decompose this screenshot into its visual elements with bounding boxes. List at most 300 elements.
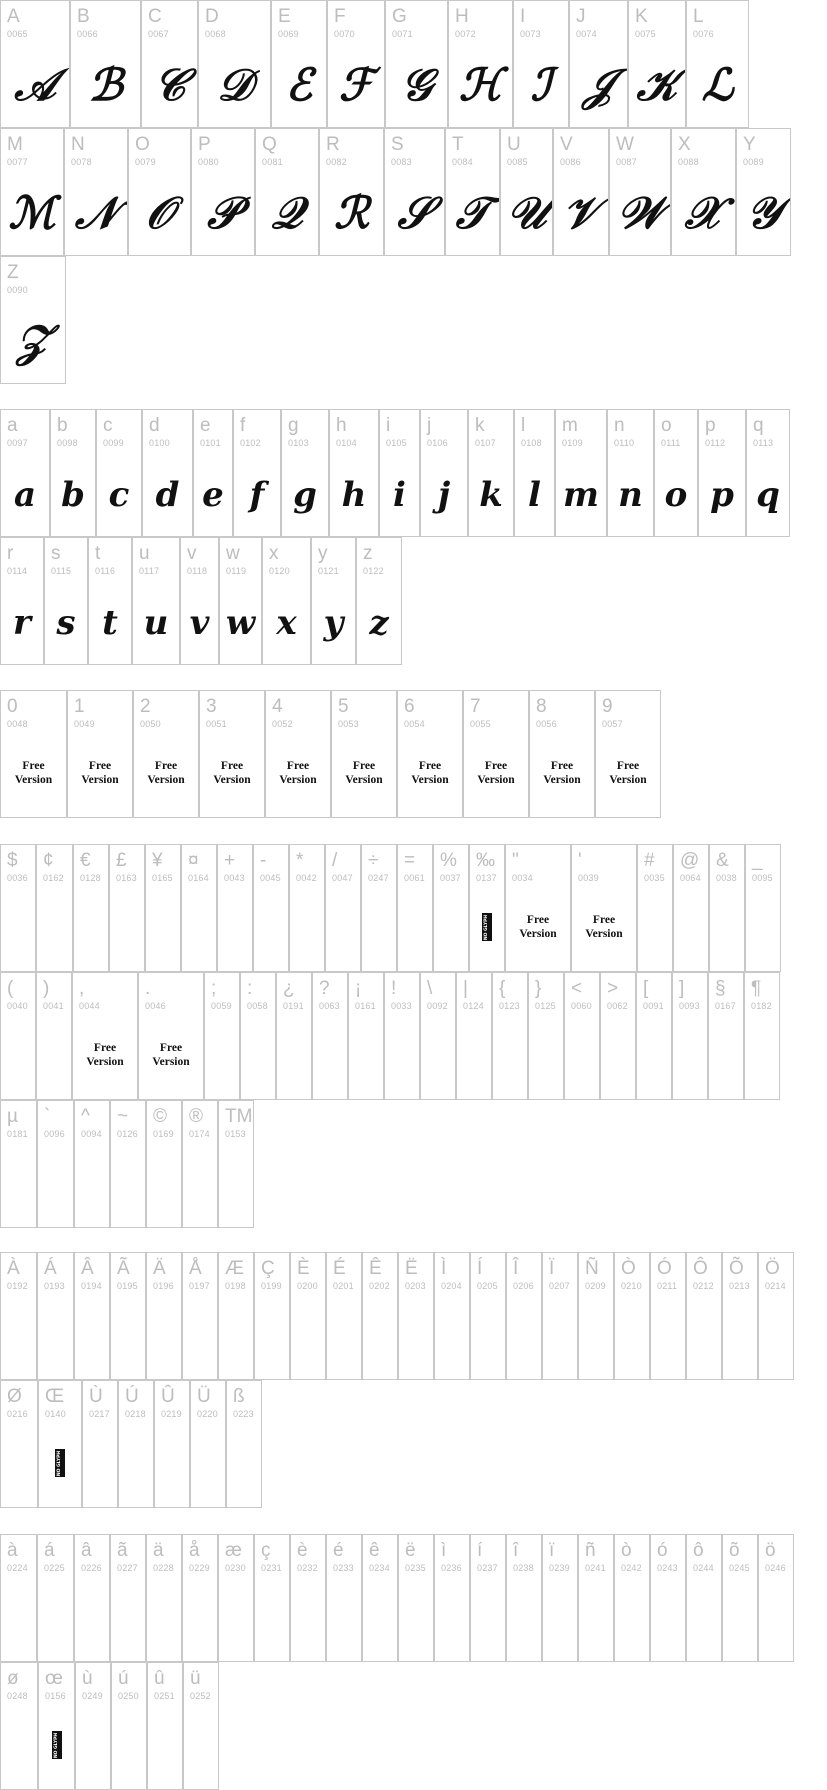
glyph-code-label: 0234 (369, 1563, 390, 1573)
glyph-cell (745, 844, 781, 972)
glyph-code-label: 0071 (392, 29, 413, 39)
glyph-cell (0, 1380, 38, 1508)
glyph-character-label: u (139, 543, 150, 564)
glyph-preview: b (61, 475, 85, 515)
glyph-preview: t (102, 603, 118, 643)
glyph-preview: 𝒴 (746, 188, 781, 239)
glyph-character-label: ì (441, 1540, 447, 1561)
glyph-character-label: ß (233, 1386, 245, 1407)
glyph-code-label: 0096 (44, 1129, 65, 1139)
glyph-character-label: j (427, 415, 432, 436)
glyph-preview: l (528, 475, 541, 515)
glyph-preview: u (143, 603, 169, 643)
glyph-character-label: I (520, 6, 526, 27)
glyph-character-label: Æ (225, 1258, 244, 1279)
glyph-character-label: Õ (729, 1258, 744, 1279)
glyph-character-label: Ú (125, 1386, 139, 1407)
glyph-cell (190, 1380, 226, 1508)
glyph-character-label: Á (44, 1258, 57, 1279)
glyph-cell (397, 690, 463, 818)
glyph-character-label: $ (7, 850, 18, 871)
glyph-code-label: 0163 (116, 873, 137, 883)
glyph-code-label: 0181 (7, 1129, 28, 1139)
glyph-code-label: 0227 (117, 1563, 138, 1573)
glyph-code-label: 0092 (427, 1001, 448, 1011)
glyph-cell (362, 1252, 398, 1380)
glyph-character-label: ? (319, 978, 330, 999)
glyph-character-label: t (95, 543, 101, 564)
glyph-cell (254, 1534, 290, 1662)
glyph-cell (146, 1252, 182, 1380)
glyph-character-label: è (297, 1540, 308, 1561)
glyph-character-label: Ü (197, 1386, 211, 1407)
free-version-label (200, 759, 264, 787)
glyph-character-label: 5 (338, 696, 349, 717)
glyph-code-label: 0224 (7, 1563, 28, 1573)
glyph-character-label: - (260, 850, 267, 871)
glyph-code-label: 0217 (89, 1409, 110, 1419)
glyph-code-label: 0194 (81, 1281, 102, 1291)
glyph-code-label: 0110 (614, 438, 635, 448)
glyph-preview: j (437, 475, 451, 515)
glyph-cell (628, 0, 686, 128)
glyph-cell (182, 1100, 218, 1228)
glyph-code-label: 0197 (189, 1281, 210, 1291)
glyph-cell (276, 972, 312, 1100)
glyph-character-label: à (7, 1540, 18, 1561)
glyph-character-label: Ã (117, 1258, 130, 1279)
glyph-cell (650, 1252, 686, 1380)
glyph-cell (331, 690, 397, 818)
glyph-cell (67, 690, 133, 818)
glyph-code-label: 0226 (81, 1563, 102, 1573)
glyph-code-label: 0079 (135, 157, 156, 167)
glyph-code-label: 0081 (262, 157, 283, 167)
glyph-character-label: Ç (261, 1258, 275, 1279)
glyph-character-label: 6 (404, 696, 415, 717)
glyph-character-label: Ó (657, 1258, 672, 1279)
glyph-character-label: 7 (470, 696, 481, 717)
glyph-character-label: K (635, 6, 648, 27)
glyph-character-label: A (7, 6, 20, 27)
glyph-cell (420, 972, 456, 1100)
glyph-code-label: 0069 (278, 29, 299, 39)
glyph-cell (529, 690, 595, 818)
glyph-cell (614, 1534, 650, 1662)
glyph-code-label: 0073 (520, 29, 541, 39)
glyph-character-label: Î (513, 1258, 519, 1279)
glyph-character-label: { (499, 978, 506, 999)
glyph-code-label: 0162 (43, 873, 64, 883)
glyph-preview: h (341, 475, 367, 515)
glyph-cell (686, 1252, 722, 1380)
glyph-code-label: 0114 (7, 566, 28, 576)
glyph-cell (183, 1662, 219, 1790)
glyph-cell (290, 1252, 326, 1380)
glyph-character-label: q (753, 415, 764, 436)
no-glyph-text: NO GLYPH (484, 914, 490, 940)
glyph-character-label: Ê (369, 1258, 382, 1279)
glyph-character-label: > (607, 978, 619, 999)
glyph-code-label: 0116 (95, 566, 116, 576)
glyph-code-label: 0203 (405, 1281, 426, 1291)
glyph-cell (82, 1380, 118, 1508)
glyph-character-label: 2 (140, 696, 151, 717)
glyph-character-label: ö (765, 1540, 776, 1561)
glyph-cell (146, 1100, 182, 1228)
glyph-code-label: 0058 (247, 1001, 268, 1011)
glyph-code-label: 0206 (513, 1281, 534, 1291)
glyph-cell (110, 1100, 146, 1228)
glyph-code-label: 0119 (226, 566, 247, 576)
glyph-code-label: 0209 (585, 1281, 606, 1291)
glyph-preview: o (664, 475, 688, 515)
free-version-line-1: Free (154, 760, 178, 772)
free-version-line-2: Version (213, 774, 251, 786)
glyph-cell (70, 0, 141, 128)
glyph-code-label: 0140 (45, 1409, 66, 1419)
glyph-character-label: Ù (89, 1386, 103, 1407)
glyph-code-label: 0059 (211, 1001, 232, 1011)
glyph-character-label: ^ (81, 1106, 90, 1127)
no-glyph-text: NO GLYPH (57, 1450, 63, 1476)
glyph-code-label: 0076 (693, 29, 714, 39)
glyph-character-label: Z (7, 262, 19, 283)
glyph-character-label: Å (189, 1258, 202, 1279)
glyph-character-label: U (507, 134, 521, 155)
glyph-character-label: Ï (549, 1258, 555, 1279)
glyph-code-label: 0048 (7, 719, 28, 729)
free-version-label (530, 759, 594, 787)
free-version-label (266, 759, 330, 787)
glyph-character-label: ¶ (751, 978, 762, 999)
glyph-cell (118, 1380, 154, 1508)
glyph-character-label: e (200, 415, 211, 436)
glyph-character-label: S (391, 134, 404, 155)
glyph-cell (180, 537, 219, 665)
glyph-character-label: } (535, 978, 542, 999)
glyph-code-label: 0038 (716, 873, 737, 883)
glyph-cell (37, 1252, 74, 1380)
glyph-code-label: 0225 (44, 1563, 65, 1573)
glyph-code-label: 0060 (571, 1001, 592, 1011)
glyph-character-label: r (7, 543, 14, 564)
free-version-label (73, 1041, 137, 1069)
glyph-preview: ℒ (701, 60, 734, 111)
glyph-cell (0, 1252, 37, 1380)
glyph-code-label: 0102 (240, 438, 261, 448)
free-version-line-2: Version (543, 774, 581, 786)
free-version-line-1: Free (550, 760, 574, 772)
glyph-cell (111, 1662, 147, 1790)
glyph-character-label: € (80, 850, 91, 871)
glyph-cell (50, 409, 96, 537)
glyph-character-label: y (318, 543, 328, 564)
glyph-cell (0, 1100, 37, 1228)
glyph-code-label: 0202 (369, 1281, 390, 1291)
glyph-code-label: 0066 (77, 29, 98, 39)
glyph-character-label: W (616, 134, 634, 155)
glyph-character-label: § (715, 978, 726, 999)
glyph-preview: s (56, 603, 76, 643)
glyph-cell (44, 537, 88, 665)
free-version-label (139, 1041, 203, 1069)
glyph-character-label: _ (752, 850, 763, 871)
free-version-line-2: Version (279, 774, 317, 786)
glyph-cell (142, 409, 193, 537)
glyph-cell (686, 1534, 722, 1662)
glyph-character-label: d (149, 415, 160, 436)
glyph-code-label: 0057 (602, 719, 623, 729)
glyph-code-label: 0210 (621, 1281, 642, 1291)
glyph-cell (145, 844, 181, 972)
glyph-code-label: 0201 (333, 1281, 354, 1291)
glyph-code-label: 0220 (197, 1409, 218, 1419)
glyph-cell (219, 537, 262, 665)
glyph-code-label: 0218 (125, 1409, 146, 1419)
free-version-label (68, 759, 132, 787)
glyph-character-label: z (363, 543, 373, 564)
glyph-cell (0, 1534, 37, 1662)
glyph-cell (132, 537, 180, 665)
glyph-code-label: 0085 (507, 157, 528, 167)
glyph-character-label: Œ (45, 1386, 64, 1407)
glyph-code-label: 0050 (140, 719, 161, 729)
glyph-preview: ℬ (88, 60, 123, 111)
glyph-code-label: 0153 (225, 1129, 246, 1139)
glyph-code-label: 0156 (45, 1691, 66, 1701)
glyph-character-label: f (240, 415, 246, 436)
glyph-cell (722, 1534, 758, 1662)
glyph-code-label: 0044 (79, 1001, 100, 1011)
glyph-character-label: : (247, 978, 253, 999)
glyph-cell (709, 844, 745, 972)
glyph-character-label: 1 (74, 696, 85, 717)
glyph-code-label: 0103 (288, 438, 309, 448)
glyph-character-label: ~ (117, 1106, 129, 1127)
glyph-character-label: m (562, 415, 578, 436)
glyph-code-label: 0238 (513, 1563, 534, 1573)
glyph-character-label: g (288, 415, 299, 436)
glyph-cell (73, 844, 109, 972)
glyph-code-label: 0097 (7, 438, 28, 448)
glyph-character-label: é (333, 1540, 344, 1561)
glyph-code-label: 0089 (743, 157, 764, 167)
glyph-character-label: , (79, 978, 85, 999)
glyph-character-label: C (148, 6, 162, 27)
glyph-code-label: 0193 (44, 1281, 65, 1291)
glyph-character-label: ñ (585, 1540, 596, 1561)
glyph-preview: 𝒢 (400, 60, 433, 111)
glyph-cell (182, 1534, 218, 1662)
glyph-code-label: 0115 (51, 566, 72, 576)
free-version-line-1: Free (159, 1042, 183, 1054)
glyph-preview: 𝒩 (74, 188, 118, 239)
glyph-code-label: 0191 (283, 1001, 304, 1011)
glyph-code-label: 0252 (190, 1691, 211, 1701)
free-version-line-1: Free (22, 760, 45, 772)
glyph-code-label: 0213 (729, 1281, 750, 1291)
glyph-code-label: 0123 (499, 1001, 520, 1011)
free-version-line-2: Version (86, 1056, 124, 1068)
glyph-code-label: 0036 (7, 873, 28, 883)
glyph-character-label: ô (693, 1540, 704, 1561)
glyph-code-label: 0094 (81, 1129, 102, 1139)
glyph-cell (289, 844, 325, 972)
glyph-code-label: 0045 (260, 873, 281, 883)
glyph-code-label: 0212 (693, 1281, 714, 1291)
glyph-cell (191, 128, 255, 256)
glyph-code-label: 0046 (145, 1001, 166, 1011)
glyph-cell (204, 972, 240, 1100)
glyph-cell (385, 0, 448, 128)
glyph-character-label: î (513, 1540, 519, 1561)
glyph-cell (758, 1534, 794, 1662)
glyph-code-label: 0074 (576, 29, 597, 39)
glyph-code-label: 0199 (261, 1281, 282, 1291)
glyph-code-label: 0077 (7, 157, 28, 167)
glyph-preview: 𝒥 (583, 60, 614, 111)
glyph-code-label: 0236 (441, 1563, 462, 1573)
glyph-code-label: 0247 (368, 873, 389, 883)
no-glyph-badge (482, 913, 492, 941)
glyph-character-label: T (452, 134, 464, 155)
glyph-code-label: 0075 (635, 29, 656, 39)
glyph-code-label: 0128 (80, 873, 101, 883)
glyph-character-label: ¢ (43, 850, 54, 871)
glyph-character-label: Y (743, 134, 756, 155)
glyph-cell (0, 256, 66, 384)
glyph-character-label: X (678, 134, 691, 155)
glyph-cell (141, 0, 198, 128)
glyph-code-label: 0087 (616, 157, 637, 167)
glyph-code-label: 0095 (752, 873, 773, 883)
glyph-code-label: 0098 (57, 438, 78, 448)
glyph-code-label: 0231 (261, 1563, 282, 1573)
free-version-label (464, 759, 528, 787)
glyph-cell (226, 1380, 262, 1508)
glyph-code-label: 0063 (319, 1001, 340, 1011)
glyph-character-label: a (7, 415, 18, 436)
glyph-character-label: + (224, 850, 236, 871)
glyph-preview: i (393, 475, 406, 515)
glyph-cell (420, 409, 468, 537)
glyph-cell (564, 972, 600, 1100)
glyph-character-label: 9 (602, 696, 613, 717)
glyph-character-label: / (332, 850, 338, 871)
glyph-character-label: ÷ (368, 850, 379, 871)
glyph-cell (671, 128, 736, 256)
free-version-line-1: Free (526, 914, 550, 926)
glyph-code-label: 0041 (43, 1001, 64, 1011)
glyph-cell (0, 0, 70, 128)
glyph-character-label: c (103, 415, 113, 436)
glyph-character-label: 3 (206, 696, 217, 717)
free-version-line-2: Version (345, 774, 383, 786)
glyph-cell (607, 409, 654, 537)
glyph-preview: a (13, 475, 37, 515)
glyph-cell (312, 972, 348, 1100)
glyph-cell (326, 1534, 362, 1662)
free-version-line-2: Version (14, 774, 53, 786)
glyph-preview: k (479, 475, 503, 515)
glyph-cell (506, 1534, 542, 1662)
glyph-code-label: 0243 (657, 1563, 678, 1573)
glyph-cell (361, 844, 397, 972)
glyph-code-label: 0235 (405, 1563, 426, 1573)
glyph-character-label: B (77, 6, 90, 27)
free-version-line-2: Version (477, 774, 515, 786)
glyph-cell (255, 128, 319, 256)
glyph-cell (75, 1662, 111, 1790)
glyph-cell (542, 1534, 578, 1662)
glyph-code-label: 0219 (161, 1409, 182, 1419)
glyph-code-label: 0043 (224, 873, 245, 883)
glyph-cell (329, 409, 379, 537)
glyph-character-label: P (198, 134, 211, 155)
glyph-character-label: Ë (405, 1258, 418, 1279)
glyph-code-label: 0109 (562, 438, 583, 448)
glyph-character-label: Ö (765, 1258, 780, 1279)
glyph-cell (654, 409, 698, 537)
glyph-character-label: ¿ (283, 978, 295, 999)
glyph-character-label: h (336, 415, 347, 436)
glyph-character-label: L (693, 6, 704, 27)
glyph-cell (37, 1534, 74, 1662)
glyph-character-label: v (187, 543, 197, 564)
glyph-cell (673, 844, 709, 972)
glyph-cell (37, 1100, 74, 1228)
glyph-preview: c (108, 475, 130, 515)
glyph-code-label: 0065 (7, 29, 28, 39)
free-version-line-1: Free (616, 760, 640, 772)
glyph-code-label: 0174 (189, 1129, 210, 1139)
glyph-character-label: 0 (7, 696, 18, 717)
glyph-code-label: 0070 (334, 29, 355, 39)
glyph-cell (0, 844, 36, 972)
glyph-code-label: 0088 (678, 157, 699, 167)
glyph-code-label: 0078 (71, 157, 92, 167)
glyph-character-label: n (614, 415, 625, 436)
glyph-character-label: " (512, 850, 519, 871)
free-version-label (506, 913, 570, 941)
glyph-code-label: 0211 (657, 1281, 678, 1291)
glyph-code-label: 0229 (189, 1563, 210, 1573)
glyph-preview: 𝒰 (506, 188, 547, 239)
free-version-line-2: Version (609, 774, 647, 786)
glyph-code-label: 0086 (560, 157, 581, 167)
glyph-cell (434, 1252, 470, 1380)
glyph-character-label: * (296, 850, 304, 871)
glyph-cell (218, 1100, 254, 1228)
glyph-cell (281, 409, 329, 537)
free-version-line-1: Free (220, 760, 244, 772)
glyph-code-label: 0034 (512, 873, 533, 883)
glyph-character-label: l (521, 415, 526, 436)
glyph-character-label: Ñ (585, 1258, 599, 1279)
glyph-code-label: 0161 (355, 1001, 376, 1011)
glyph-cell (637, 844, 673, 972)
glyph-code-label: 0200 (297, 1281, 318, 1291)
free-version-line-2: Version (411, 774, 449, 786)
glyph-character-label: Q (262, 134, 277, 155)
glyph-character-label: © (153, 1106, 167, 1127)
glyph-cell (199, 690, 265, 818)
glyph-code-label: 0062 (607, 1001, 628, 1011)
glyph-cell (0, 690, 67, 818)
glyph-cell (0, 537, 44, 665)
glyph-code-label: 0204 (441, 1281, 462, 1291)
